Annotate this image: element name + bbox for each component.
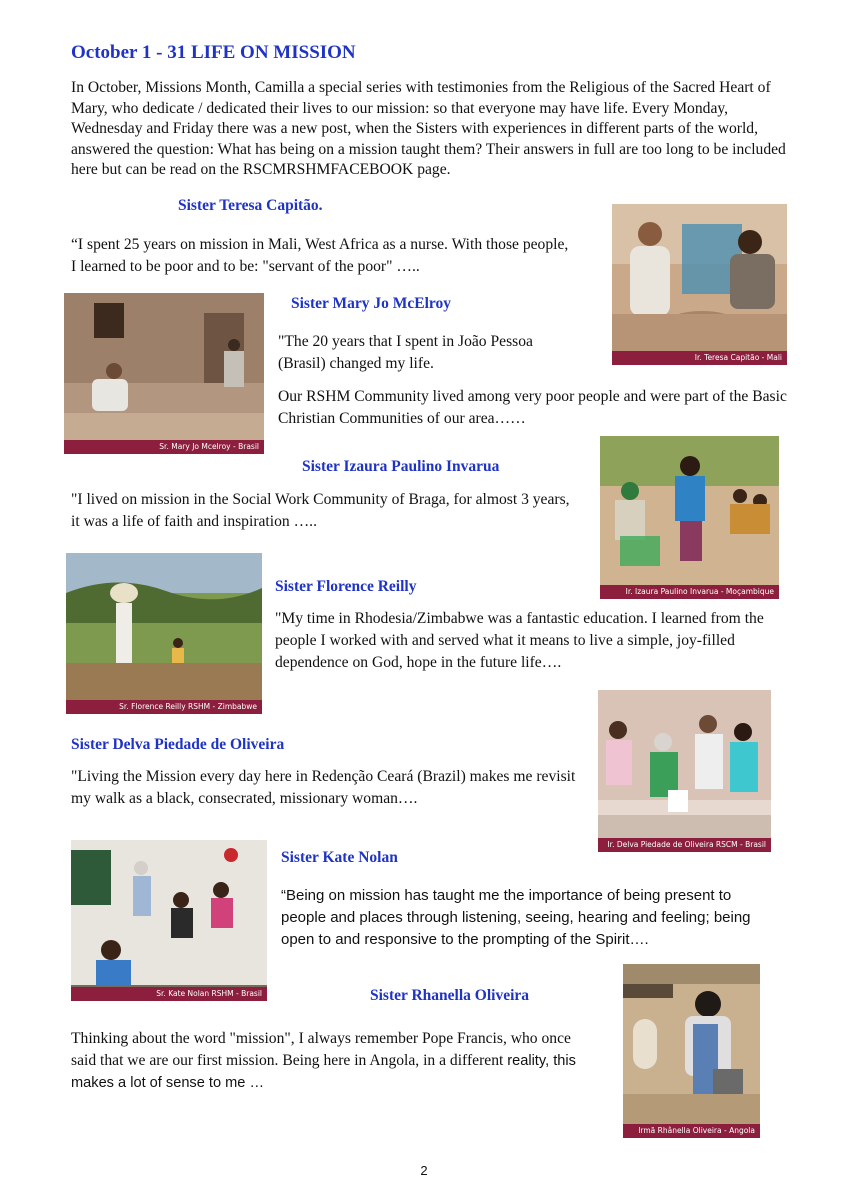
- caption-teresa: Ir. Teresa Capitão - Mali: [612, 351, 787, 365]
- text-teresa: “I spent 25 years on mission in Mali, West Africa as a nurse. With those people, I learned to be poor and to be: "servant of the poor" …..: [71, 236, 569, 275]
- name-florence: Sister Florence Reilly: [275, 578, 417, 595]
- photo-kate-image: [71, 840, 267, 1001]
- photo-teresa-image: [612, 204, 787, 365]
- name-kate: Sister Kate Nolan: [281, 849, 398, 866]
- text-delva: "Living the Mission every day here in Redenção Ceará (Brazil) makes me revisit my walk as a black, consecrated, missionary woman….: [71, 768, 576, 807]
- photo-delva-image: [598, 690, 771, 852]
- photo-florence: [66, 553, 262, 714]
- photo-teresa: [612, 204, 787, 365]
- text-florence: "My time in Rhodesia/Zimbabwe was a fantastic education. I learned from the people I worked with and served what it means to live a simple, joy-filled dependence on God, hope in the future life….: [275, 610, 764, 671]
- name-izaura: Sister Izaura Paulino Invarua: [302, 458, 500, 475]
- photo-izaura: [600, 436, 779, 599]
- name-rhanella: Sister Rhanella Oliveira: [370, 987, 530, 1004]
- page-heading: October 1 - 31 LIFE ON MISSION: [71, 42, 356, 63]
- photo-maryjo-image: [64, 293, 264, 454]
- text-rhanella-b: reality, this makes a lot of sense to me …: [71, 1053, 576, 1091]
- name-delva: Sister Delva Piedade de Oliveira: [71, 736, 285, 753]
- text-maryjo-1: "The 20 years that I spent in João Pessoa (Brasil) changed my life.: [278, 333, 533, 372]
- text-rhanella: [71, 1028, 591, 1094]
- photo-izaura-image: [600, 436, 779, 599]
- text-maryjo-2: Our RSHM Community lived among very poor people and were part of the Basic Christian Communities of our area……: [278, 388, 787, 427]
- text-izaura: "I lived on mission in the Social Work Community of Braga, for almost 3 years, it was a life of faith and inspiration …..: [71, 491, 570, 530]
- text-kate: “Being on mission has taught me the importance of being present to people and places through listening, seeing, hearing and feeling; being open to and responsive to the prompting of the Spirit….: [281, 887, 751, 948]
- photo-delva: [598, 690, 771, 852]
- caption-rhanella: Irmã Rhânella Oliveira - Angola: [623, 1124, 760, 1138]
- photo-florence-image: [66, 553, 262, 714]
- photo-rhanella: [623, 964, 760, 1138]
- photo-rhanella-image: [623, 964, 760, 1138]
- photo-kate: [71, 840, 267, 1001]
- caption-kate: Sr. Kate Nolan RSHM - Brasil: [71, 987, 267, 1001]
- caption-izaura: Ir. Izaura Paulino Invarua - Moçambique: [600, 585, 779, 599]
- text-rhanella-a: Thinking about the word "mission", I always remember Pope Francis, who once said that we are our first mission. Being here in Angola, in a different: [71, 1030, 571, 1069]
- caption-florence: Sr. Florence Reilly RSHM - Zimbabwe: [66, 700, 262, 714]
- caption-delva: Ir. Delva Piedade de Oliveira RSCM - Brasil: [598, 838, 771, 852]
- intro-paragraph: In October, Missions Month, Camilla a special series with testimonies from the Religious of the Sacred Heart of Mary, who dedicate / dedicated their lives to our mission: so that everyone may have life. Every Monday, Wednesday and Friday there was a new post, when the Sisters with experiences in different parts of the world, answered the question: What has being on a mission taught them? Their answers in full are too long to be included here but can be read on the RSCMRSHMFACEBOOK page.: [71, 79, 786, 178]
- photo-maryjo: [64, 293, 264, 454]
- name-teresa: Sister Teresa Capitão.: [178, 197, 323, 214]
- page-number: 2: [420, 1163, 428, 1178]
- caption-maryjo: Sr. Mary Jo Mcelroy - Brasil: [64, 440, 264, 454]
- name-maryjo: Sister Mary Jo McElroy: [291, 295, 451, 312]
